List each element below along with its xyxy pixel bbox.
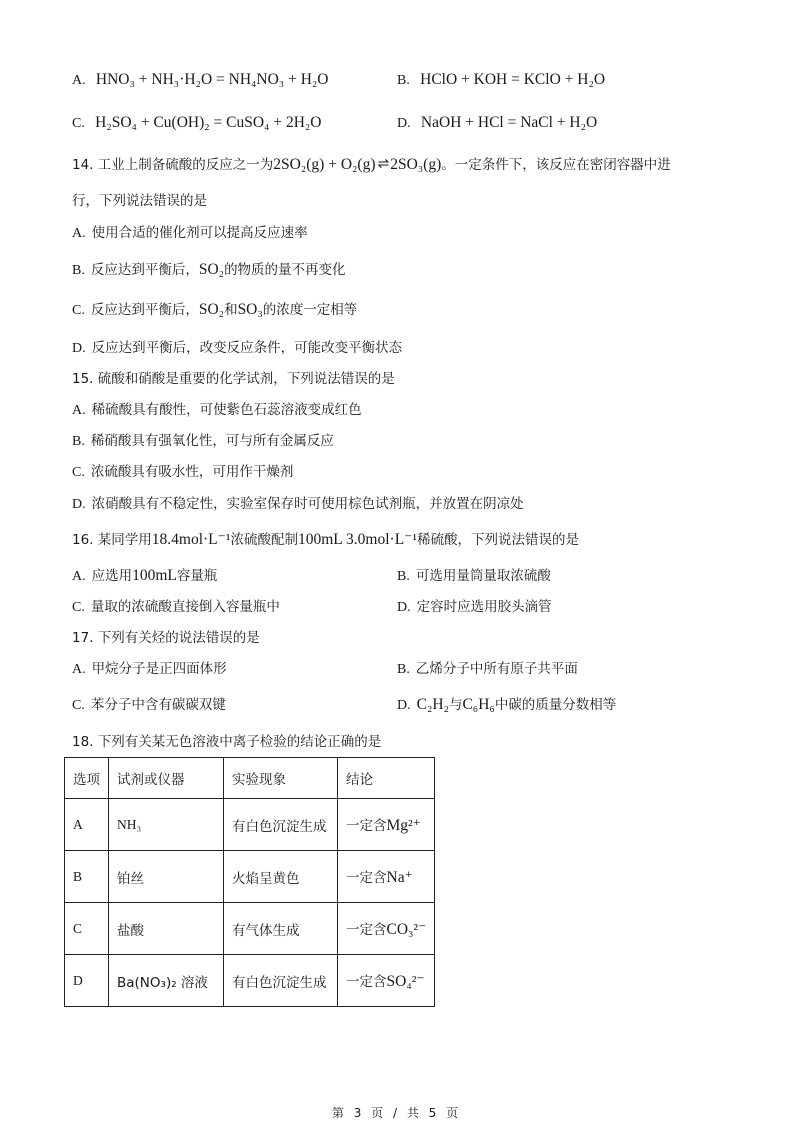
option-cell: D [65,955,109,1007]
q17-option-b: B. 乙烯分子中所有原子共平面 [397,661,578,677]
conclusion-cell: 一定含SO₄²⁻ [338,955,435,1007]
q15-option-a: A. 稀硫酸具有酸性，可使紫色石蕊溶液变成红色 [72,402,362,418]
header-cell: 试剂或仪器 [109,758,224,799]
reagent-cell: 盐酸 [109,903,224,955]
q13-option-b: B. HClO + KOH = KClO + H₂O [397,71,606,88]
equilibrium-arrow-icon: ⇌ [377,157,389,172]
q16-option-c: C. 量取的浓硫酸直接倒入容量瓶中 [72,599,280,615]
q16-option-b: B. 可选用量筒量取浓硫酸 [397,568,551,584]
q13-option-c: C. H₂SO₄ + Cu(OH)₂ = CuSO₄ + 2H₂O [72,114,322,131]
table-row [65,851,435,903]
header-cell: 选项 [65,758,109,799]
ion: CO₃²⁻ [386,921,427,938]
conclusion-cell: 一定含CO₃²⁻ [338,903,435,955]
table-header-row [65,758,435,799]
ion: Na⁺ [386,869,413,886]
option-cell: A [65,799,109,851]
q17-option-d: D. C₂H₂与C₆H₆中碳的质量分数相等 [397,696,617,713]
q16-option-a: A. 应选用100mL容量瓶 [72,567,218,584]
reagent-cell: 铂丝 [109,851,224,903]
q13-option-a: A. HNO₃ + NH₃·H₂O = NH₄NO₃ + H₂O [72,71,329,88]
q14-stem: 14. 工业上制备硫酸的反应之一为2SO₂(g) + O₂(g) ⇌ 2SO₃(g)。一定条件下，该反应在密闭容器中进 [72,156,671,173]
header-cell: 结论 [338,758,435,799]
table-row [65,903,435,955]
header-cell: 实验现象 [224,758,338,799]
phenomenon-cell: 有白色沉淀生成 [224,799,338,851]
formula: NaOH + HCl = NaCl + H₂O [420,114,598,131]
question-number: 18. [72,734,94,750]
page-footer: 第 3 页 / 共 5 页 [331,1106,462,1120]
q16-option-d: D. 定容时应选用胶头滴管 [397,599,552,615]
q18-table [64,757,435,1007]
ion: SO₄²⁻ [386,973,425,990]
reagent-cell: Ba(NO₃)₂ 溶液 [109,955,224,1007]
question-number: 15. [72,371,94,387]
formula: HClO + KOH = KClO + H₂O [420,71,606,88]
option-cell: B [65,851,109,903]
q13-option-d: D. NaOH + HCl = NaCl + H₂O [397,114,598,131]
conclusion-cell: 一定含Na⁺ [338,851,435,903]
q14-option-d: D. 反应达到平衡后，改变反应条件，可能改变平衡状态 [72,340,403,356]
ion: Mg²⁺ [386,817,421,834]
question-number: 16. [72,532,94,548]
question-number: 14. [72,157,94,173]
q14-option-a: A. 使用合适的催化剂可以提高反应速率 [72,225,308,241]
q17-option-c: C. 苯分子中含有碳碳双键 [72,697,226,713]
conclusion-cell: 一定含Mg²⁺ [338,799,435,851]
q17-option-a: A. 甲烷分子是正四面体形 [72,661,227,677]
phenomenon-cell: 有气体生成 [224,903,338,955]
table-row [65,799,435,851]
formula: H₂SO₄ + Cu(OH)₂ = CuSO₄ + 2H₂O [95,114,322,131]
formula: HNO₃ + NH₃·H₂O = NH₄NO₃ + H₂O [95,71,329,88]
reaction-right: 2SO₃(g) [390,156,442,173]
q14-stem-line2: 行，下列说法错误的是 [72,193,207,209]
q14-option-c: C. 反应达到平衡后，SO₂和SO₃的浓度一定相等 [72,301,358,318]
q15-option-b: B. 稀硝酸具有强氧化性，可与所有金属反应 [72,433,334,449]
reagent-cell: NH₃ [109,799,224,851]
q16-stem: 16. 某同学用18.4mol·L⁻¹浓硫酸配制100mL 3.0mol·L⁻¹稀硫酸，下列说法错误的是 [72,531,580,548]
option-cell: C [65,903,109,955]
q14-option-b: B. 反应达到平衡后，SO₂的物质的量不再变化 [72,261,346,278]
q15-stem: 15. 硫酸和硝酸是重要的化学试剂，下列说法错误的是 [72,371,395,387]
phenomenon-cell: 有白色沉淀生成 [224,955,338,1007]
q15-option-d: D. 浓硝酸具有不稳定性，实验室保存时可使用棕色试剂瓶，并放置在阴凉处 [72,496,524,512]
q17-stem: 17. 下列有关烃的说法错误的是 [72,630,260,646]
q18-stem: 18. 下列有关某无色溶液中离子检验的结论正确的是 [72,734,382,750]
question-number: 17. [72,630,94,646]
table-row [65,955,435,1007]
phenomenon-cell: 火焰呈黄色 [224,851,338,903]
q15-option-c: C. 浓硫酸具有吸水性，可用作干燥剂 [72,464,294,480]
reaction-left: 2SO₂(g) + O₂(g) [273,156,376,173]
